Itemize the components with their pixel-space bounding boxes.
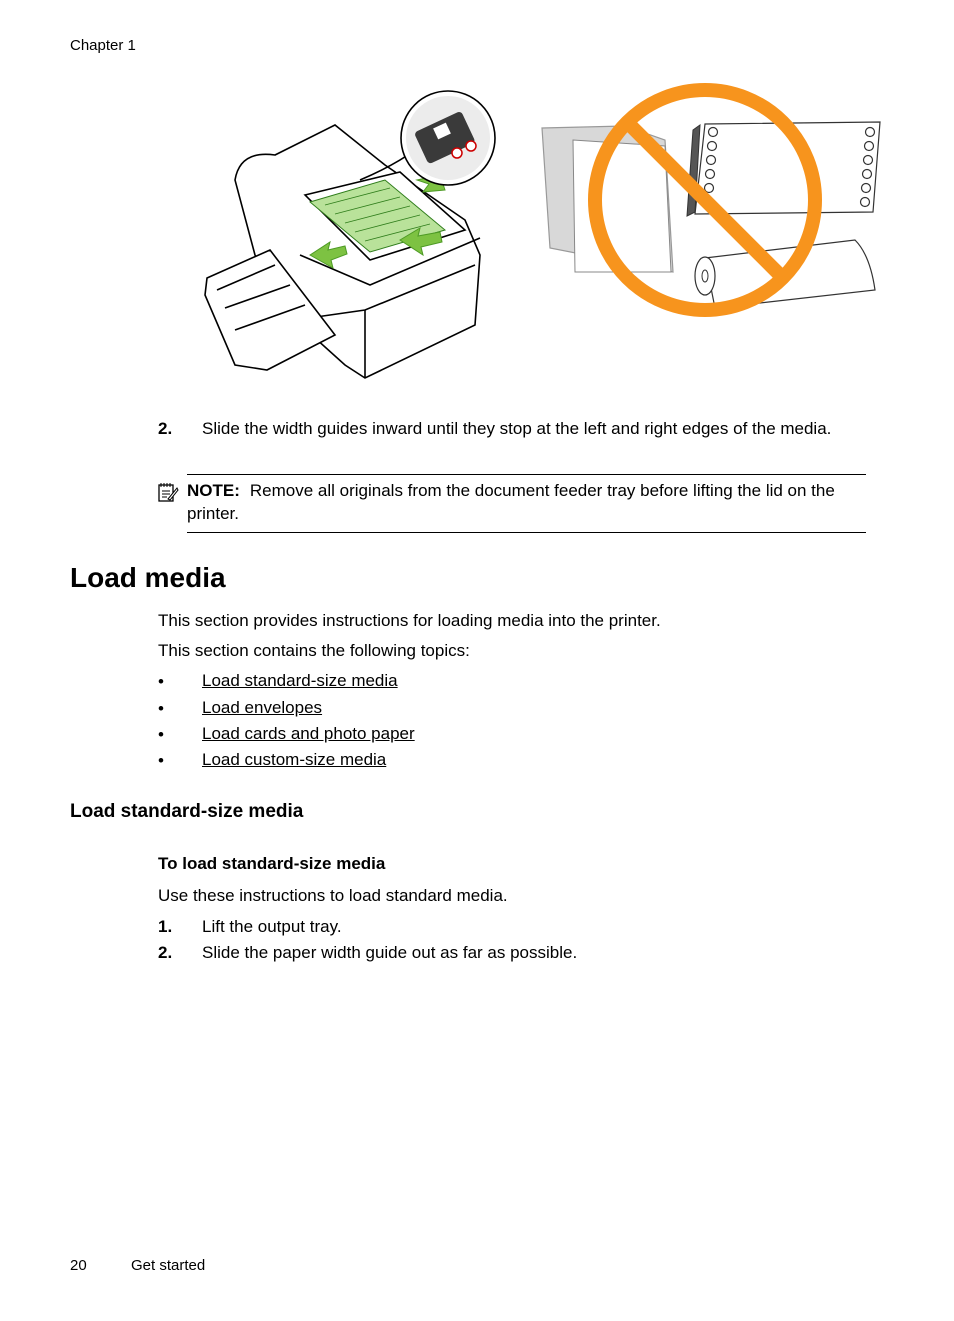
bullet: • bbox=[158, 672, 164, 691]
chapter-header: Chapter 1 bbox=[70, 37, 136, 54]
footer-section: Get started bbox=[131, 1257, 206, 1274]
note-icon bbox=[157, 481, 179, 503]
note-label: NOTE: bbox=[187, 481, 240, 500]
procedure-title: To load standard-size media bbox=[158, 854, 386, 873]
note-text bbox=[187, 479, 867, 525]
bullet: • bbox=[158, 725, 164, 744]
link-load-custom-size-media[interactable]: Load custom-size media bbox=[202, 750, 387, 769]
section-title: Load media bbox=[70, 562, 226, 593]
page-number: 20 bbox=[70, 1257, 87, 1274]
note-rule-bottom bbox=[187, 532, 866, 533]
procedure-intro: Use these instructions to load standard media. bbox=[158, 886, 508, 905]
step-number: 2. bbox=[158, 419, 173, 438]
step-text: Slide the width guides inward until they stop at the left and right edges of the media. bbox=[202, 419, 832, 438]
printer-adf-illustration-icon bbox=[205, 91, 495, 378]
section-intro: This section provides instructions for loading media into the printer. bbox=[158, 611, 661, 630]
link-load-standard-size-media[interactable]: Load standard-size media bbox=[202, 671, 398, 690]
step-text: Lift the output tray. bbox=[202, 917, 342, 936]
note-body: Remove all originals from the document feeder tray before lifting the lid on the printer. bbox=[187, 481, 835, 523]
figure-illustration bbox=[195, 80, 885, 385]
step-number: 2. bbox=[158, 943, 173, 962]
link-load-cards-photo-paper[interactable]: Load cards and photo paper bbox=[202, 724, 415, 743]
bullet: • bbox=[158, 699, 164, 718]
link-load-envelopes[interactable]: Load envelopes bbox=[202, 698, 323, 717]
subsection-title: Load standard-size media bbox=[70, 801, 304, 822]
step-text: Slide the paper width guide out as far as possible. bbox=[202, 943, 578, 962]
note-rule-top bbox=[187, 474, 866, 475]
prohibited-media-icon bbox=[542, 90, 880, 310]
step-number: 1. bbox=[158, 917, 173, 936]
bullet: • bbox=[158, 751, 164, 770]
topics-intro: This section contains the following topics: bbox=[158, 641, 470, 660]
